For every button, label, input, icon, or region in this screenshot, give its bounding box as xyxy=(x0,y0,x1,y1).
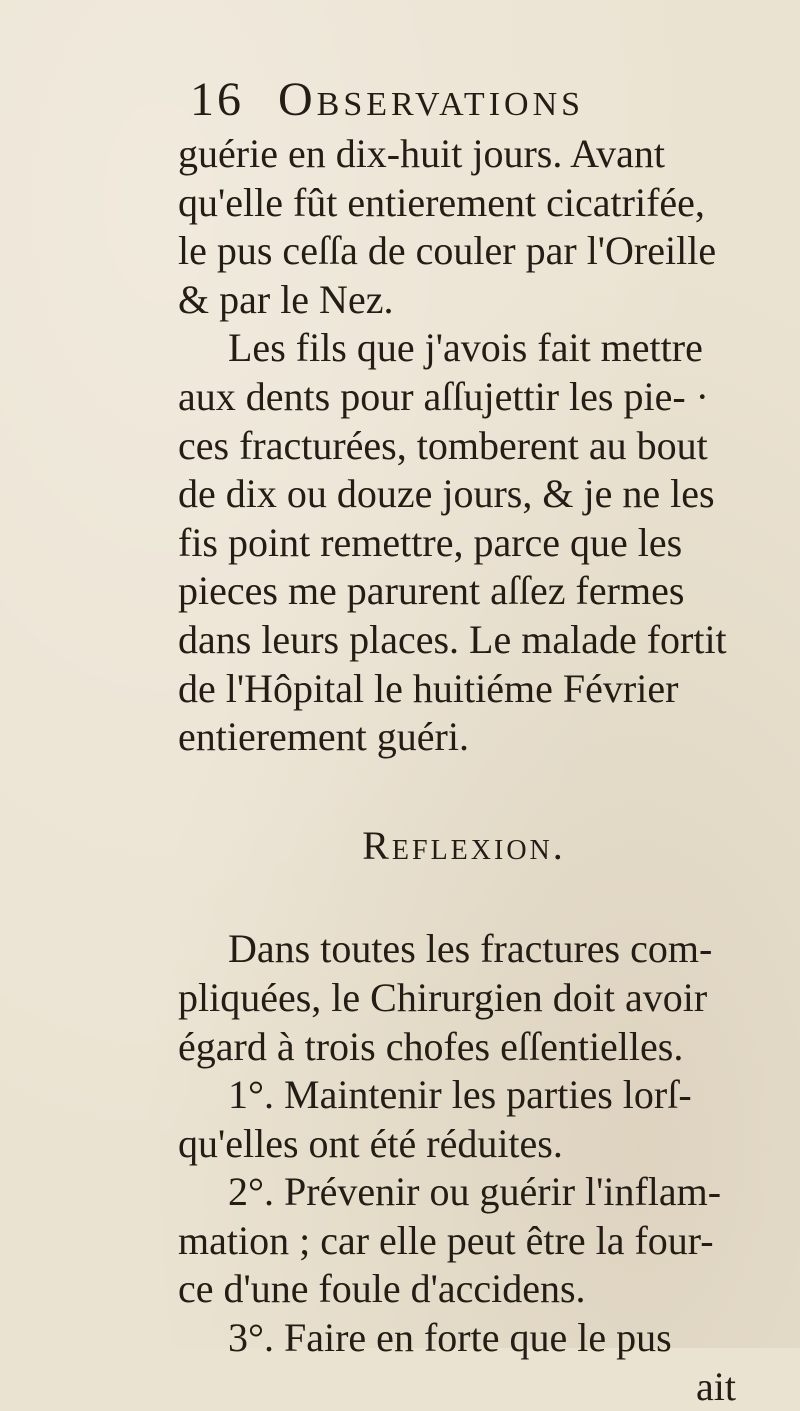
text-line: qu'elles ont été réduites. xyxy=(178,1120,563,1166)
text-line: qu'elle fût entierement cicatrifée, xyxy=(178,179,705,225)
text-line: pieces me parurent aſſez fermes xyxy=(178,568,685,614)
section-heading: Reflexion. xyxy=(362,822,566,868)
text-line: de l'Hôpital le huitiéme Février xyxy=(178,665,679,711)
text-line: & par le Nez. xyxy=(178,276,394,322)
paragraph-1 xyxy=(178,130,778,324)
text-line: 2°. Prévenir ou guérir l'inflam- xyxy=(228,1169,722,1215)
text-line: fis point remettre, parce que les xyxy=(178,519,683,565)
running-header xyxy=(190,72,750,128)
page-body xyxy=(178,130,778,1411)
running-title: Observations xyxy=(278,73,585,126)
text-line: ce d'une foule d'accidens. xyxy=(178,1266,586,1312)
page-number: 16 xyxy=(190,73,244,126)
text-line: ces fracturées, tomberent au bout xyxy=(178,422,708,468)
paragraph-3 xyxy=(178,925,778,1071)
text-line: dans leurs places. Le malade fortit xyxy=(178,616,727,662)
text-line: 1°. Maintenir les parties lorſ- xyxy=(228,1072,692,1118)
text-line: mation ; car elle peut être la four- xyxy=(178,1217,714,1263)
text-line: 3°. Faire en forte que le pus xyxy=(228,1315,672,1361)
text-line: Les fils que j'avois fait mettre xyxy=(228,325,703,371)
text-line: aux dents pour aſſujettir les pie- · xyxy=(178,373,709,419)
spacer xyxy=(178,870,778,925)
text-line: de dix ou douze jours, & je ne les xyxy=(178,471,715,517)
catchword: ait xyxy=(696,1363,736,1409)
list-item-2 xyxy=(178,1168,778,1314)
text-line: Dans toutes les fractures com- xyxy=(228,926,713,972)
list-item-1 xyxy=(178,1071,778,1168)
text-line: guérie en dix-huit jours. Avant xyxy=(178,131,665,176)
spacer xyxy=(178,762,778,822)
text-line: égard à trois chofes eſſentielles. xyxy=(178,1023,684,1069)
text-line: le pus ceſſa de couler par l'Oreille xyxy=(178,228,717,274)
text-line: entierement guéri. xyxy=(178,714,469,760)
text-line: pliquées, le Chirurgien doit avoir xyxy=(178,974,708,1020)
list-item-3 xyxy=(178,1314,778,1363)
paragraph-2 xyxy=(178,324,778,761)
